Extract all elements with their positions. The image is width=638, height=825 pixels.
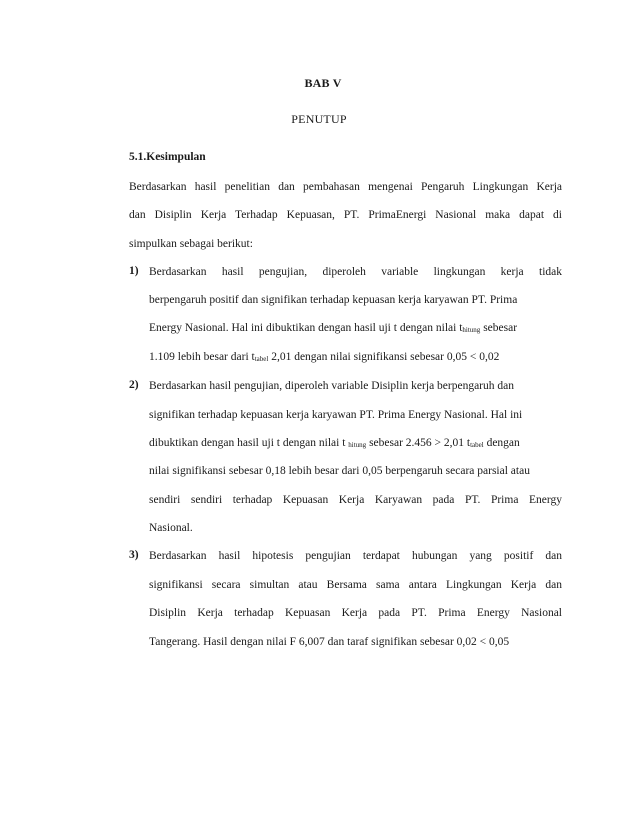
text-run: sebesar 2.456 > 2,01 t xyxy=(366,437,471,449)
chapter-title: PENUTUP xyxy=(291,112,347,126)
subscript: tabel xyxy=(470,441,484,449)
list-number: 3) xyxy=(129,549,139,561)
text-run: Energy Nasional. Hal ini dibuktikan dengan hasil uji t dengan nilai t xyxy=(149,322,463,334)
list-item-line: Disiplin Kerja terhadap Kepuasan Kerja pada PT. Prima Energy Nasional xyxy=(149,607,562,619)
subscript: hitung xyxy=(462,326,481,334)
list-item-line: nilai signifikansi sebesar 0,18 lebih besar dari 0,05 berpengaruh secara parsial atau xyxy=(149,465,530,477)
text-run: sebesar xyxy=(480,322,518,334)
list-item-line: Berdasarkan hasil pengujian, diperoleh variable Disiplin kerja berpengaruh dan xyxy=(149,380,514,392)
list-item-line: sendiri sendiri terhadap Kepuasan Kerja Karyawan pada PT. Prima Energy xyxy=(149,494,562,506)
text-run: 1.109 lebih besar dari t xyxy=(149,351,255,363)
subscript: tabel xyxy=(254,355,269,363)
list-item-line xyxy=(149,350,499,364)
intro-line: simpulkan sebagai berikut: xyxy=(129,238,253,250)
list-number: 1) xyxy=(129,265,139,277)
list-item-line: Berdasarkan hasil pengujian, diperoleh variable lingkungan kerja tidak xyxy=(149,266,562,278)
text-run: dengan xyxy=(483,437,520,449)
subscript: hitung xyxy=(348,441,367,449)
list-item-line: berpengaruh positif dan signifikan terhadap kepuasan kerja karyawan PT. Prima xyxy=(149,294,518,306)
list-number: 2) xyxy=(129,379,139,391)
list-item-line: Tangerang. Hasil dengan nilai F 6,007 dan taraf signifikan sebesar 0,02 < 0,05 xyxy=(149,636,510,648)
list-item-line: signifikansi secara simultan atau Bersama sama antara Lingkungan Kerja dan xyxy=(149,579,562,591)
intro-line: dan Disiplin Kerja Terhadap Kepuasan, PT. PrimaEnergi Nasional maka dapat di xyxy=(129,209,562,221)
intro-line: Berdasarkan hasil penelitian dan pembahasan mengenai Pengaruh Lingkungan Kerja xyxy=(129,181,562,193)
text-run: dibuktikan dengan hasil uji t dengan nilai t xyxy=(149,437,349,449)
list-item-line: Berdasarkan hasil hipotesis pengujian terdapat hubungan yang positif dan xyxy=(149,550,562,562)
text-run: 2,01 dengan nilai signifikansi sebesar 0,05 < 0,02 xyxy=(268,351,500,363)
list-item-line: signifikan terhadap kepuasan kerja karyawan PT. Prima Energy Nasional. Hal ini xyxy=(149,409,523,421)
section-heading: 5.1.Kesimpulan xyxy=(129,151,206,163)
list-item-line xyxy=(149,436,520,450)
list-item-line xyxy=(149,321,517,335)
chapter-label: BAB V xyxy=(304,76,342,90)
list-item-line: Nasional. xyxy=(149,522,193,534)
